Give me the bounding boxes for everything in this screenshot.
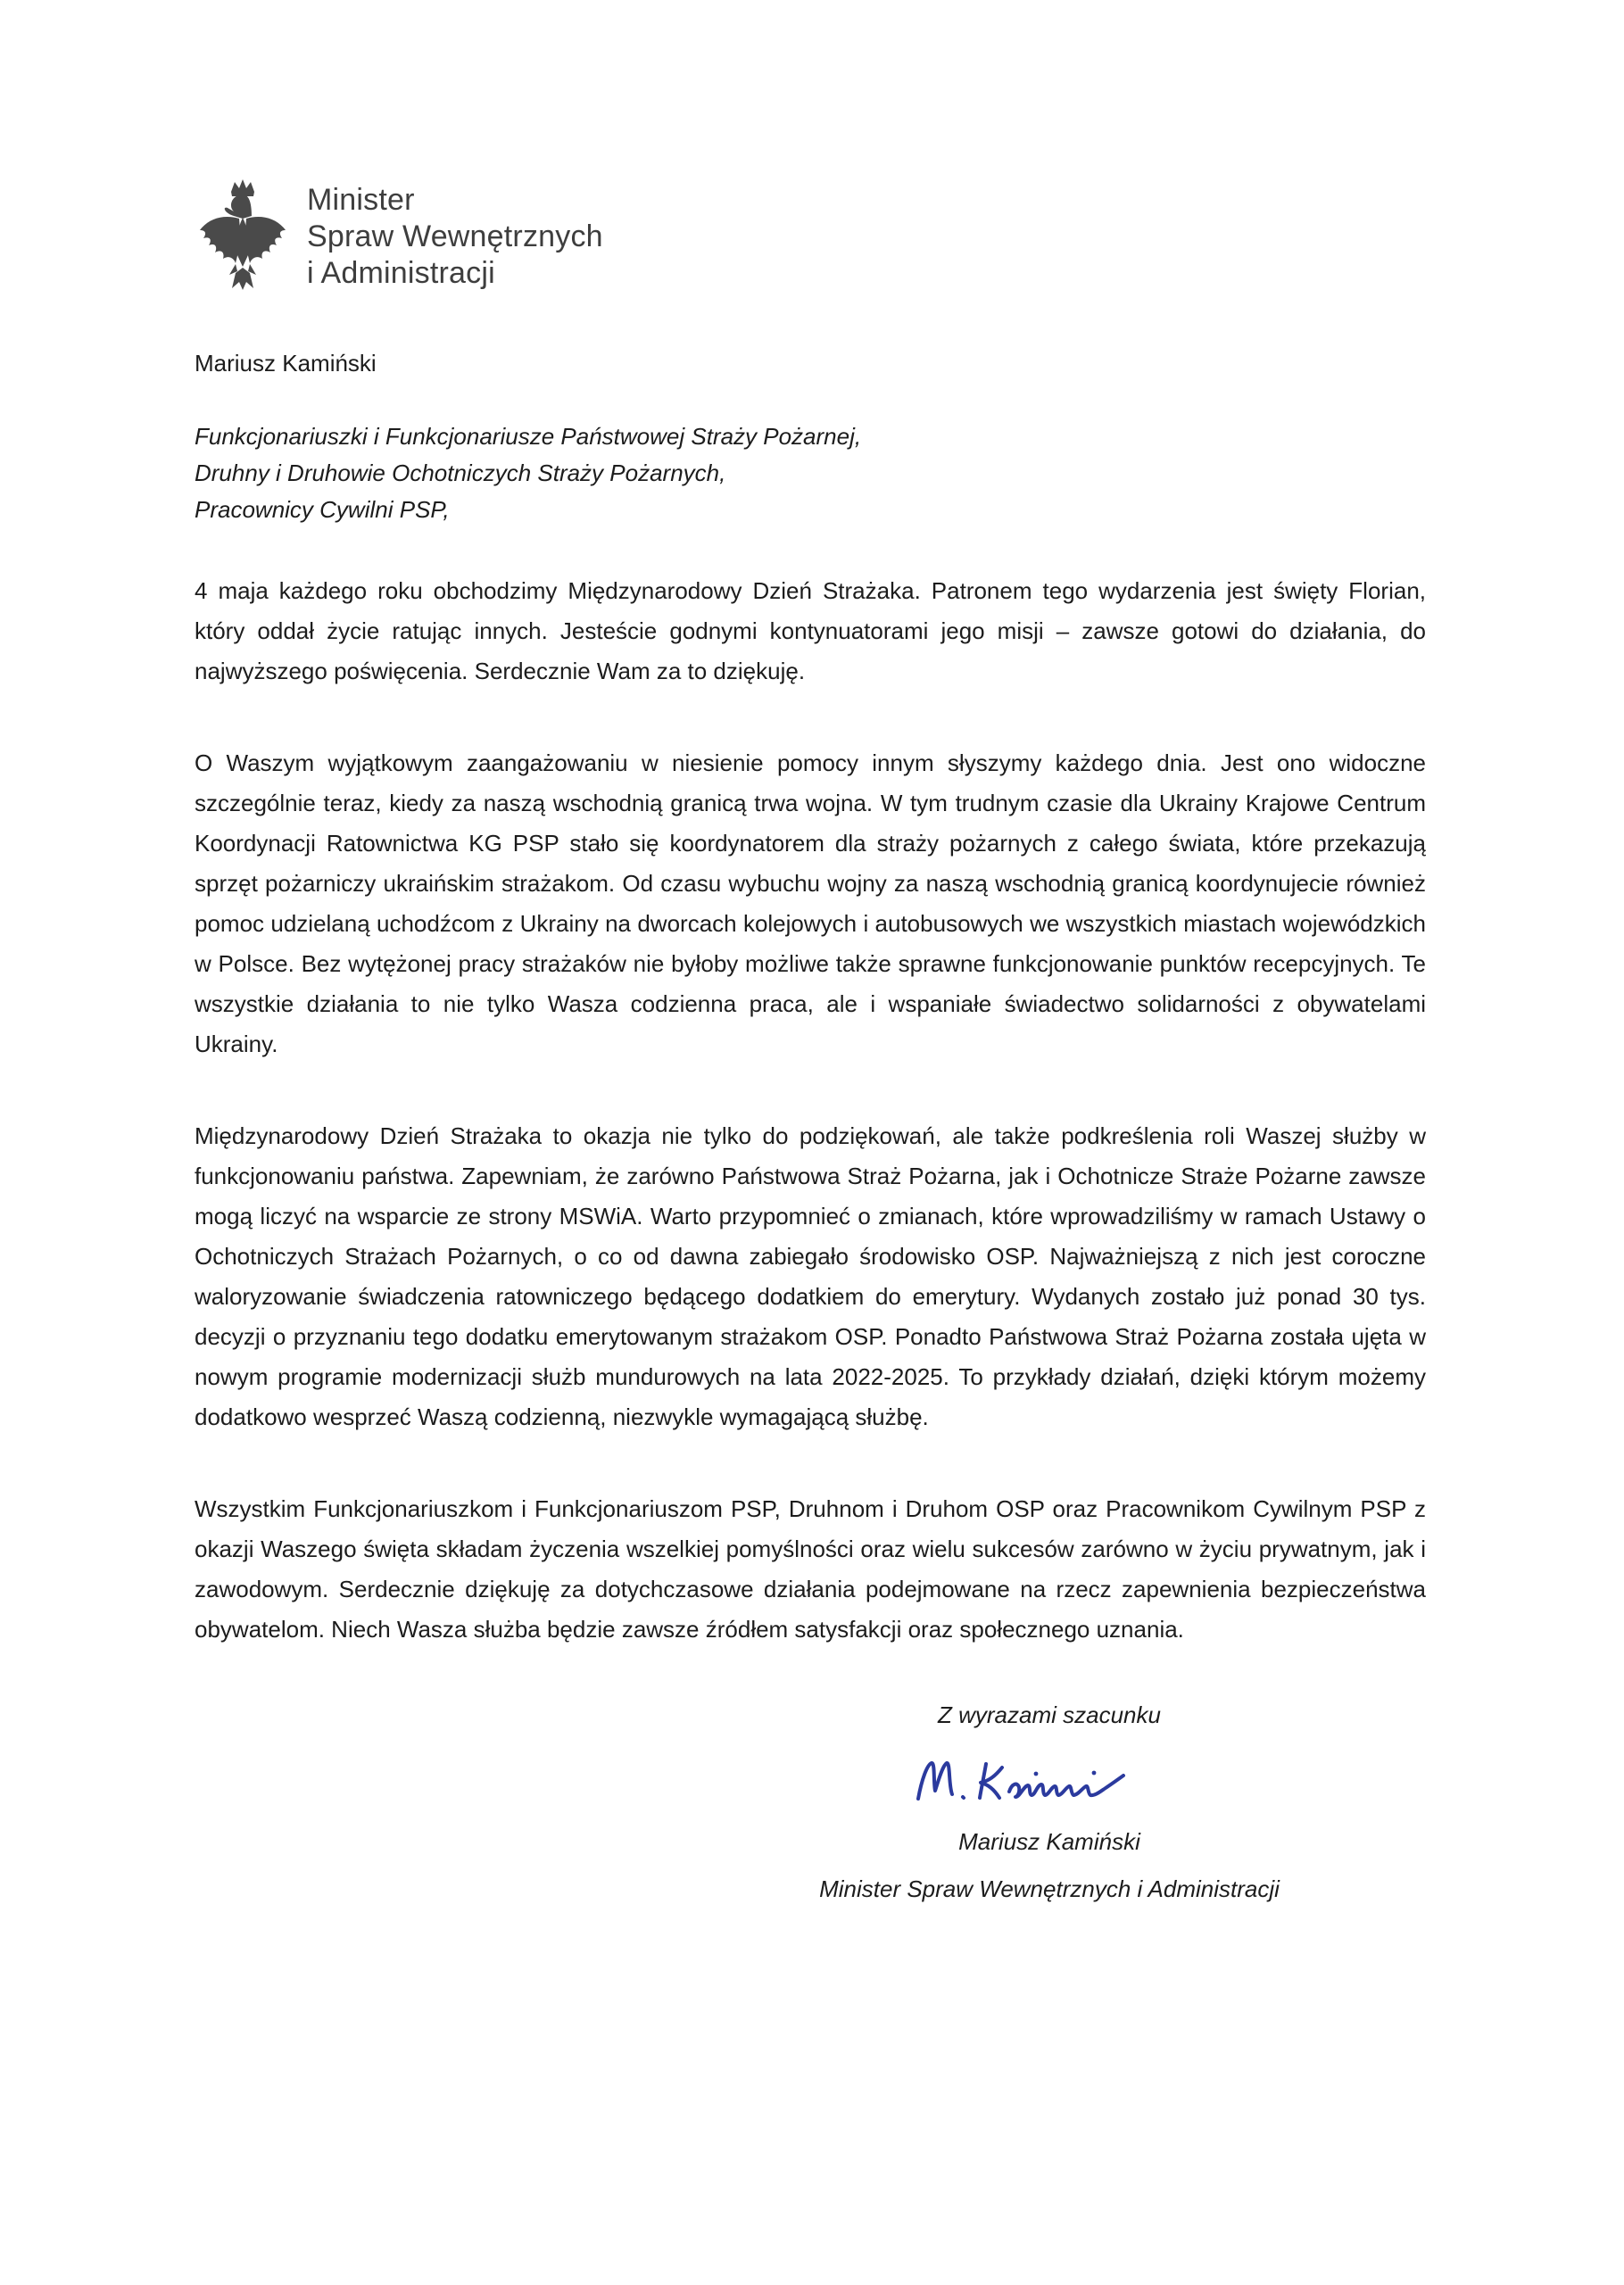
- valediction: Z wyrazami szacunku: [938, 1701, 1161, 1728]
- logo-line-3: i Administracji: [307, 255, 495, 290]
- signature-name: Mariusz Kamiński: [958, 1828, 1140, 1855]
- letterhead: [195, 178, 1426, 294]
- paragraph-4: Wszystkim Funkcjonariuszkom i Funkcjonariuszom PSP, Druhnom i Druhom OSP oraz Pracownikom Cywilnym PSP z okazji Waszego święta składam życzenia wszelkiej pomyślności oraz wielu sukcesów zarówno w życiu prywatnym, jak i zawodowym. Serdecznie dziękuję za dotychczasowe działania podejmowane na rzecz zapewnienia bezpieczeństwa obywatelom. Niech Wasza służba będzie zawsze źródłem satysfakcji oraz społecznego uznania.: [195, 1495, 1426, 1643]
- letter-body: [195, 571, 1426, 1650]
- salutation-line-3: Pracownicy Cywilni PSP,: [195, 496, 450, 523]
- paragraph-3: Międzynarodowy Dzień Strażaka to okazja nie tylko do podziękowań, ale także podkreślenia roli Waszej służby w funkcjonowaniu państwa. Zapewniam, że zarówno Państwowa Straż Pożarna, jak i Ochotnicze Straże Pożarne zawsze mogą liczyć na wsparcie ze strony MSWiA. Warto przypomnieć o zmianach, które wprowadziliśmy w ramach Ustawy o Ochotniczych Strażach Pożarnych, o co od dawna zabiegało środowisko OSP. Najważniejszą z nich jest coroczne waloryzowanie świadczenia ratowniczego będącego dodatkiem do emerytury. Wydanych zostało już ponad 30 tys. decyzji o przyznaniu tego dodatku emerytowanym strażakom OSP. Ponadto Państwowa Straż Pożarna została ujęta w nowym programie modernizacji służb mundurowych na lata 2022-2025. To przykłady działań, dzięki którym możemy dodatkowo wesprzeć Waszą codzienną, niezwykle wymagającą służbę.: [195, 1122, 1426, 1430]
- signature-title: Minister Spraw Wewnętrznych i Administracji: [819, 1875, 1280, 1902]
- paragraph-2: O Waszym wyjątkowym zaangażowaniu w niesienie pomocy innym słyszymy każdego dnia. Jest ono widoczne szczególnie teraz, kiedy za naszą wschodnią granicą trwa wojna. W tym trudnym czasie dla Ukrainy Krajowe Centrum Koordynacji Ratownictwa KG PSP stało się koordynatorem dla straży pożarnych z całego świata, które przekazują sprzęt pożarniczy ukraińskim strażakom. Od czasu wybuchu wojny za naszą wschodnią granicą koordynujecie również pomoc udzielaną uchodźcom z Ukrainy na dworcach kolejowych i autobusowych we wszystkich miastach wojewódzkich w Polsce. Bez wytężonej pracy strażaków nie byłoby możliwe także sprawne funkcjonowanie punktów recepcyjnych. Te wszystkie działania to nie tylko Wasza codzienna praca, ale i wspaniałe świadectwo solidarności z obywatelami Ukrainy.: [195, 749, 1426, 1057]
- salutation-line-1: Funkcjonariuszki i Funkcjonariusze Państwowej Straży Pożarnej,: [195, 423, 862, 450]
- sender-name: Mariusz Kamiński: [195, 350, 377, 377]
- closing-block: [701, 1701, 1397, 1903]
- handwritten-signature: [701, 1752, 1397, 1816]
- logo-line-1: Minister: [307, 182, 415, 217]
- logo-line-2: Spraw Wewnętrznych: [307, 219, 603, 253]
- ministry-logo-text: [307, 182, 603, 292]
- salutation-block: [195, 418, 1426, 528]
- salutation-line-2: Druhny i Druhowie Ochotniczych Straży Pożarnych,: [195, 459, 726, 486]
- polish-eagle-emblem-icon: [195, 178, 291, 294]
- paragraph-1: 4 maja każdego roku obchodzimy Międzynarodowy Dzień Strażaka. Patronem tego wydarzenia jest święty Florian, który oddał życie ratując innych. Jesteście godnymi kontynuatorami jego misji – zawsze gotowi do działania, do najwyższego poświęcenia. Serdecznie Wam za to dziękuję.: [195, 577, 1426, 684]
